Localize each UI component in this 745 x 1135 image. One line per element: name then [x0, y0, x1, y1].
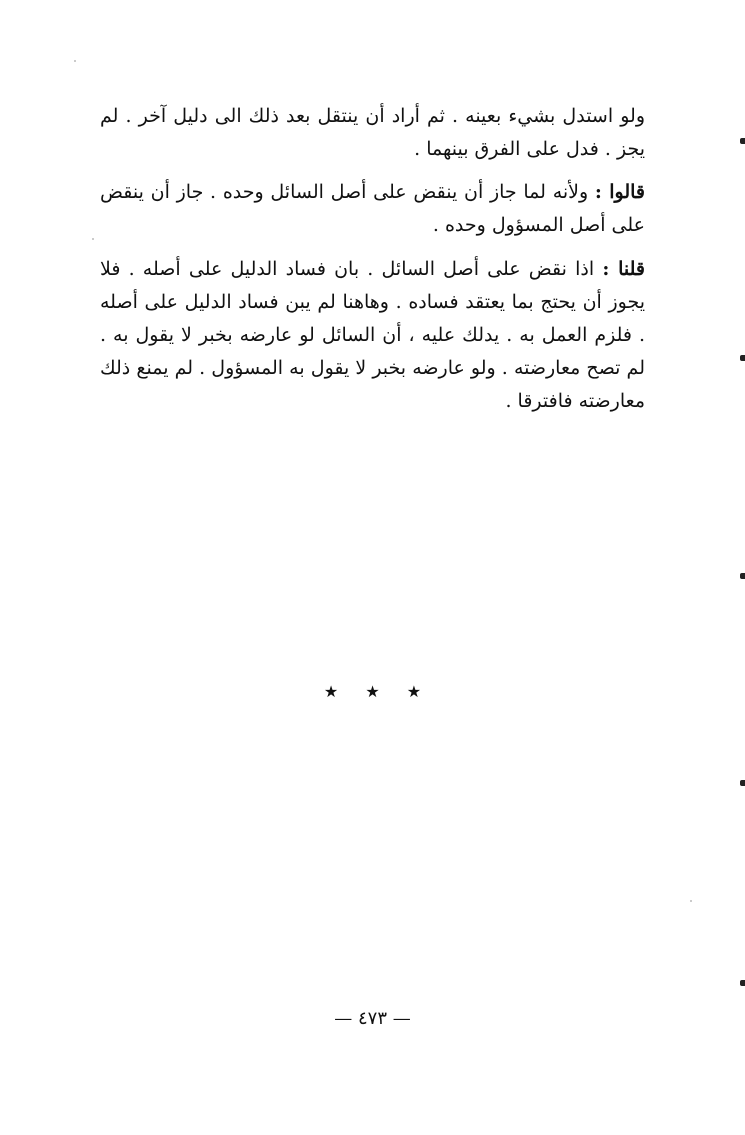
paragraph-3-text: اذا نقض على أصل السائل . بان فساد الدليل على أصله . فلا يجوز أن يحتج بما يعتقد فساده . وهاهنا لم يبن فساد الدليل على أصله . فلزم العمل به . يدلك عليه ، أن السائل لو عارضه بخبر لا يقول به . لم تصح معارضته . ولو عارضه بخبر لا يقول به المسؤول . لم يمنع ذلك معارضته فافترقا . — [100, 258, 645, 412]
paragraph-1 — [100, 100, 645, 166]
edge-mark — [740, 573, 745, 579]
edge-mark — [740, 138, 745, 144]
edge-mark — [740, 980, 745, 986]
scan-speck — [690, 900, 692, 902]
edge-mark — [740, 780, 745, 786]
section-separator-stars: ★ ★ ★ — [323, 682, 422, 701]
paragraph-2-text: ولأنه لما جاز أن ينقض على أصل السائل وحده . جاز أن ينقض على أصل المسؤول وحده . — [100, 181, 645, 236]
scan-speck — [92, 238, 94, 240]
paragraph-2 — [100, 176, 645, 242]
paragraph-3-lead: قلنا : — [602, 258, 646, 280]
page-number: — ٤٧٣ — — [334, 1008, 411, 1029]
paragraph-3 — [100, 253, 645, 418]
scan-speck — [74, 60, 76, 62]
paragraph-2-lead: قالوا : — [594, 181, 645, 203]
paragraph-1-text: ولو استدل بشيء بعينه . ثم أراد أن ينتقل بعد ذلك الى دليل آخر . لم يجز . فدل على الفرق بينهما . — [100, 105, 645, 160]
edge-mark — [740, 355, 745, 361]
